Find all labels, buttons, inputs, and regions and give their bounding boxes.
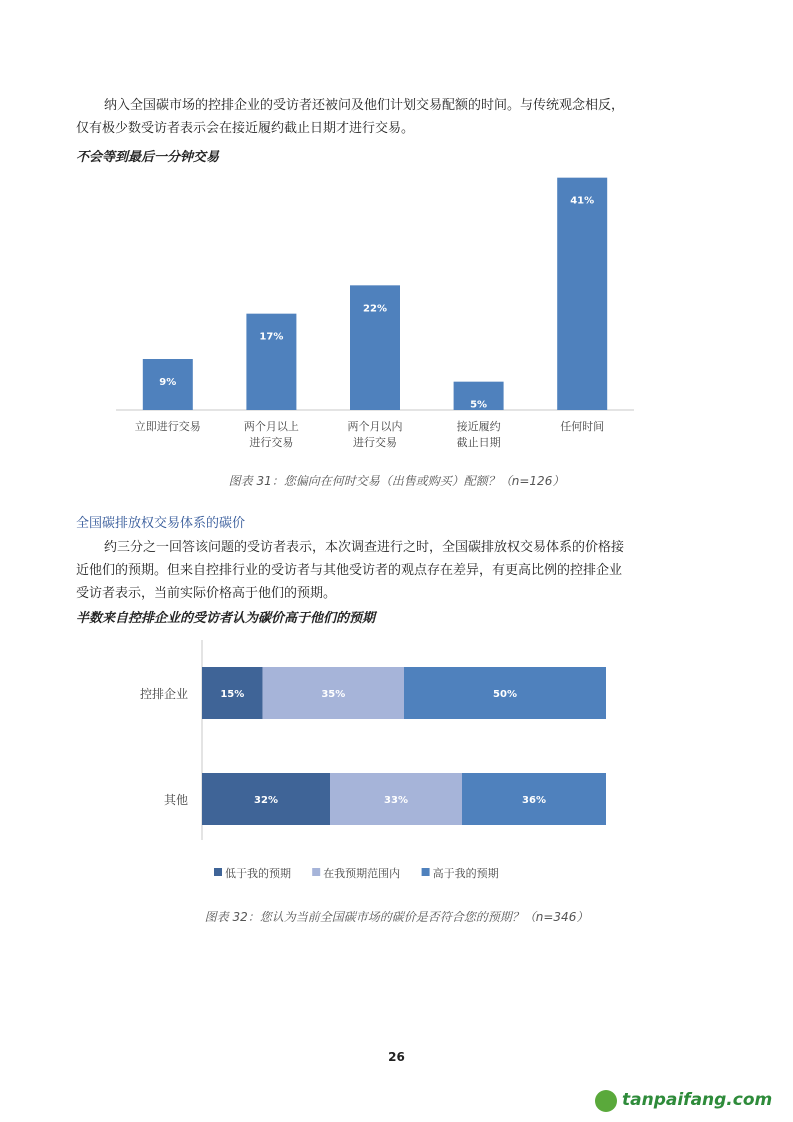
chart1-tick-label: 进行交易 <box>353 436 397 449</box>
chart2-data-label: 50% <box>493 689 517 700</box>
chart2-stacked-bar-chart <box>0 630 793 900</box>
leaf-icon <box>595 1090 617 1112</box>
chart2-legend-label: 高于我的预期 <box>432 867 499 880</box>
chart2-category-label: 控排企业 <box>139 687 188 701</box>
chart2-legend-swatch <box>214 868 222 876</box>
chart2-legend-swatch <box>422 868 430 876</box>
chart1-data-label: 22% <box>363 303 387 315</box>
chart1-heading: 不会等到最后一分钟交易 <box>76 150 220 165</box>
chart1-tick-label: 立即进行交易 <box>134 420 201 433</box>
chart1-tick-label: 两个月以上 <box>243 420 299 433</box>
section-line-1: 约三分之一回答该问题的受访者表示，本次调查进行之时，全国碳排放权交易体系的价格接 <box>104 540 625 555</box>
chart1-tick-label: 截止日期 <box>456 436 501 449</box>
chart1-caption: 图表 31：您偏向在何时交易（出售或购买）配额？（n=126） <box>228 474 565 488</box>
chart2-data-label: 36% <box>522 795 546 806</box>
chart1-bar-chart <box>0 160 793 460</box>
chart2-data-label: 33% <box>384 795 408 806</box>
chart1-data-label: 17% <box>259 331 284 343</box>
chart2-legend-swatch <box>312 868 320 876</box>
chart2-legend-label: 在我预期范围内 <box>323 867 401 880</box>
site-logo[interactable] <box>595 1088 785 1116</box>
chart1-bar <box>246 314 296 410</box>
chart2-heading: 半数来自控排企业的受访者认为碳价高于他们的预期 <box>76 611 376 626</box>
chart1-tick-label: 接近履约 <box>456 420 501 433</box>
section-line-2: 近他们的预期。但来自控排行业的受访者与其他受访者的观点存在差异，有更高比例的控排企业 <box>76 563 623 578</box>
logo-text: tanpaifang.com <box>622 1090 773 1110</box>
chart1-tick-label: 任何时间 <box>560 420 605 433</box>
chart1-data-label: 9% <box>159 377 177 388</box>
chart1-data-label: 5% <box>470 399 488 411</box>
intro-line-1: 纳入全国碳市场的控排企业的受访者还被问及他们计划交易配额的时间。与传统观念相反， <box>104 98 625 113</box>
chart2-data-label: 32% <box>254 795 278 806</box>
chart2-data-label: 15% <box>220 689 245 700</box>
chart2-legend-label: 低于我的预期 <box>225 867 291 880</box>
intro-paragraph <box>76 94 716 140</box>
chart1-data-label: 41% <box>570 195 595 207</box>
chart2-data-label: 35% <box>321 689 346 700</box>
chart1-tick-label: 两个月以内 <box>347 420 403 433</box>
chart2-caption: 图表 32：您认为当前全国碳市场的碳价是否符合您的预期？（n=346） <box>204 910 589 924</box>
chart2-category-label: 其他 <box>163 793 188 807</box>
chart1-bar <box>557 178 607 410</box>
page-number: 26 <box>388 1050 405 1064</box>
section-line-3: 受访者表示，当前实际价格高于他们的预期。 <box>76 586 337 601</box>
section-paragraph <box>76 536 716 605</box>
section-title: 全国碳排放权交易体系的碳价 <box>76 516 246 531</box>
intro-line-2: 仅有极少数受访者表示会在接近履约截止日期才进行交易。 <box>76 121 415 136</box>
chart1-tick-label: 进行交易 <box>249 436 294 449</box>
